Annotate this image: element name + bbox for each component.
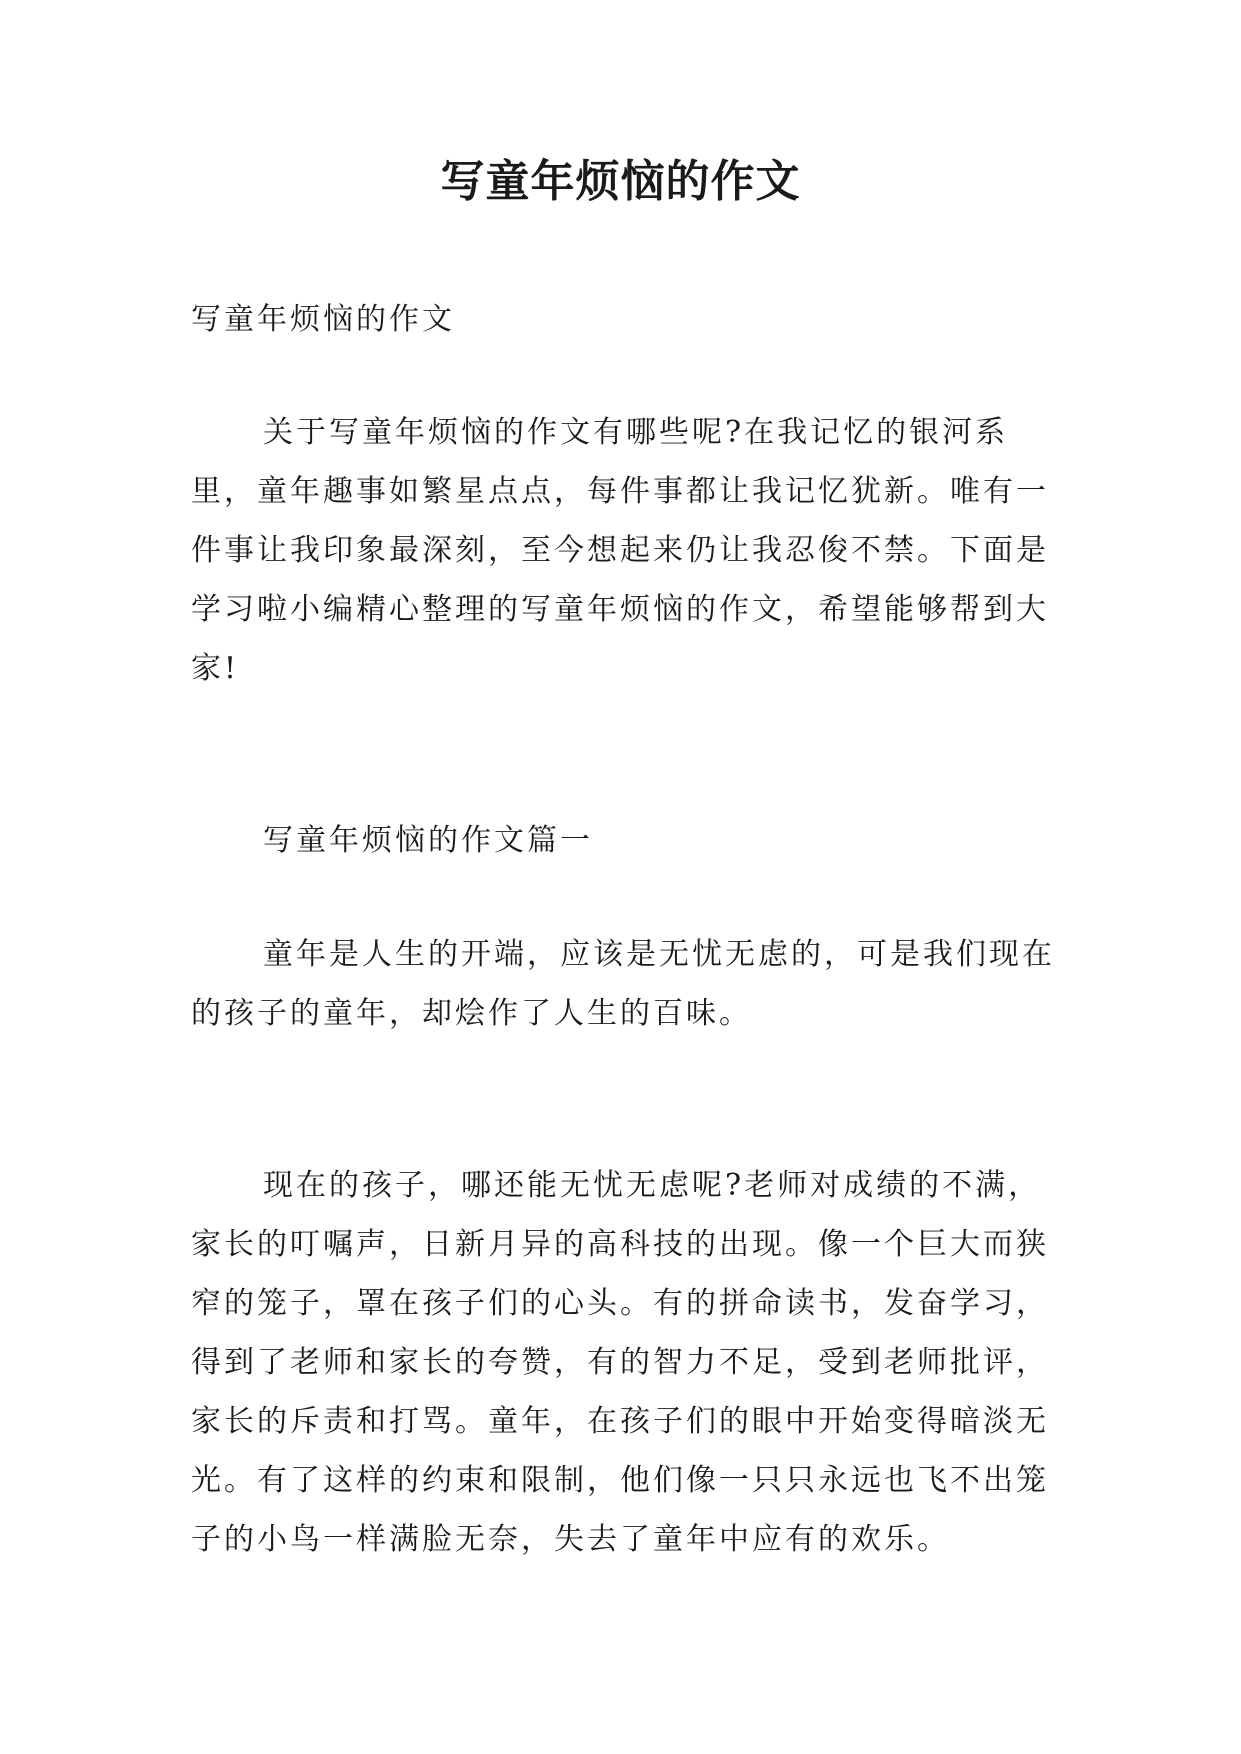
document-subtitle: 写童年烦恼的作文 bbox=[191, 302, 455, 337]
document-title: 写童年烦恼的作文 bbox=[440, 156, 801, 207]
body-paragraph: 童年是人生的开端，应该是无忧无虑的，可是我们现在的孩子的童年，却烩作了人生的百味。 bbox=[191, 937, 1055, 1031]
section-heading: 写童年烦恼的作文篇一 bbox=[263, 823, 593, 858]
intro-paragraph: 关于写童年烦恼的作文有哪些呢?在我记忆的银河系里，童年趣事如繁星点点，每件事都让我记忆犹新。唯有一件事让我印象最深刻，至今想起来仍让我忍俊不禁。下面是学习啦小编精心整理的写童年烦恼的作文，希望能够帮到大家! bbox=[191, 415, 1049, 686]
body-paragraph: 现在的孩子，哪还能无忧无虑呢?老师对成绩的不满，家长的叮嘱声，日新月异的高科技的出现。像一个巨大而狭窄的笼子，罩在孩子们的心头。有的拼命读书，发奋学习，得到了老师和家长的夸赞，有的智力不足，受到老师批评，家长的斥责和打骂。童年，在孩子们的眼中开始变得暗淡无光。有了这样的约束和限制，他们像一只只永远也飞不出笼子的小鸟一样满脸无奈，失去了童年中应有的欢乐。 bbox=[191, 1168, 1049, 1557]
